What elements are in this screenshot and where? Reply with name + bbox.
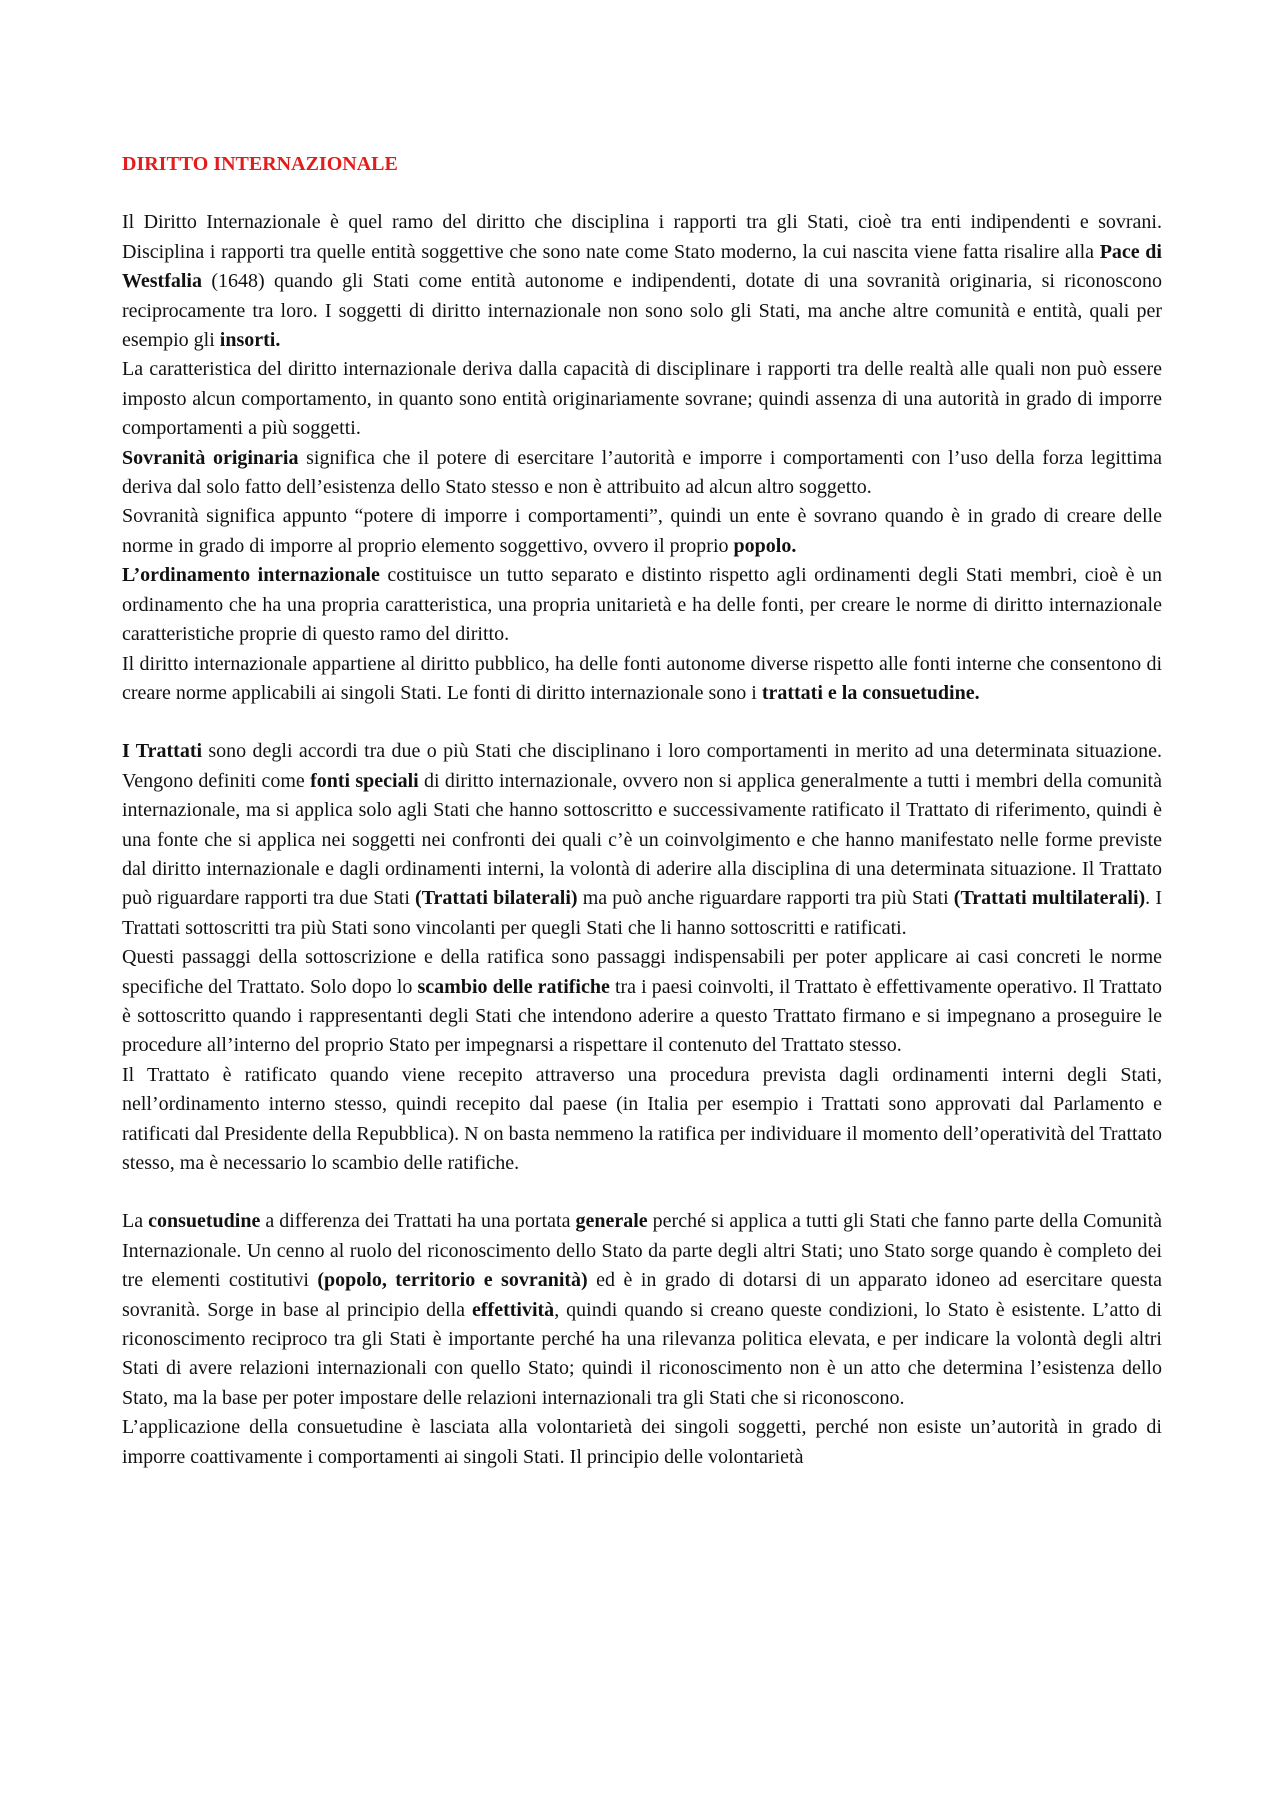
text-run: ma può anche riguardare rapporti tra più Stati	[577, 887, 954, 910]
text-run: . I Trattati sottoscritti tra più Stati sono vincolanti per quegli Stati che li hanno sottoscritti e ratificati.	[122, 887, 1162, 939]
paragraph	[122, 1413, 1162, 1472]
text-run: (1648) quando gli Stati come entità autonome e indipendenti, dotate di una sovranità originaria, si riconoscono reciprocamente tra loro. I soggetti di diritto internazionale non sono solo gli Stati, ma anche altre comunità e entità, quali per esempio gli	[122, 270, 1162, 352]
bold-term: (Trattati multilaterali)	[953, 887, 1146, 910]
text-run: sono degli accordi tra due o più Stati che disciplinano i loro comportamenti in merito ad una determinata situazione. Vengono definiti come	[122, 740, 1162, 792]
bold-term: trattati e la consuetudine.	[761, 681, 980, 704]
bold-term: L’ordinamento internazionale	[122, 564, 380, 587]
text-run: ed è in grado di dotarsi di un apparato idoneo ad esercitare questa sovranità. Sorge in base al principio della	[122, 1269, 1163, 1321]
text-run: costituisce un tutto separato e distinto rispetto agli ordinamenti degli Stati membri, cioè è un ordinamento che ha una propria caratteristica, una propria unitarietà e ha delle fonti, per creare le norme di diritto internazionale caratteristiche proprie di questo ramo del diritto.	[122, 564, 1163, 646]
bold-term: insorti.	[219, 329, 281, 352]
paragraph-spacer	[122, 1178, 1162, 1207]
paragraph	[122, 943, 1162, 1061]
text-run: Sovranità significa appunto “potere di imporre i comportamenti”, quindi un ente è sovrano quando è in grado di creare delle norme in grado di imporre al proprio elemento soggettivo, ovvero il proprio	[122, 505, 1162, 557]
text-run: Il Diritto Internazionale è quel ramo del diritto che disciplina i rapporti tra gli Stati, cioè tra enti indipendenti e sovrani. Disciplina i rapporti tra quelle entità soggettive che sono nate come Stato moderno, la cui nascita viene fatta risalire alla	[122, 211, 1162, 263]
text-run: L’applicazione della consuetudine è lasciata alla volontarietà dei singoli soggetti, perché non esiste un’autorità in grado di imporre coattivamente i comportamenti ai singoli Stati. Il principio delle volontarietà	[122, 1416, 1162, 1468]
bold-term: effettività	[472, 1298, 555, 1321]
paragraph	[122, 561, 1162, 649]
paragraph	[122, 1061, 1162, 1179]
bold-term: popolo.	[733, 534, 797, 557]
paragraph	[122, 444, 1162, 503]
document-page	[122, 150, 1162, 1472]
paragraph	[122, 737, 1162, 943]
text-run: significa che il potere di esercitare l’autorità e imporre i comportamenti con l’uso della forza legittima deriva dal solo fatto dell’esistenza dello Stato stesso e non è attribuito ad alcun altro soggetto.	[122, 446, 1162, 499]
text-run: tra i paesi coinvolti, il Trattato è effettivamente operativo. Il Trattato è sottoscritto quando i rappresentanti degli Stati che intendono aderire a questo Trattato firmano e si impegnano a proseguire le procedure all’interno del proprio Stato per impegnarsi a rispettare il contenuto del Trattato stesso.	[122, 975, 1162, 1057]
text-run: di diritto internazionale, ovvero non si applica generalmente a tutti i membri della comunità internazionale, ma si applica solo agli Stati che hanno sottoscritto e successivamente ratificato il Trattato di riferimento, quindi è una fonte che si applica nei soggetti nei confronti dei quali c’è un coinvolgimento e che hanno manifestato nelle forme previste dal diritto internazionale e dagli ordinamenti interni, la volontà di aderire alla disciplina di una determinata situazione. Il Trattato può riguardare rapporti tra due Stati	[122, 769, 1162, 910]
paragraph	[122, 208, 1162, 355]
text-run: a differenza dei Trattati ha una portata	[260, 1210, 576, 1233]
bold-term: fonti speciali	[310, 769, 419, 792]
bold-term: consuetudine	[148, 1210, 261, 1233]
paragraph	[122, 650, 1162, 709]
text-run: La	[122, 1210, 149, 1233]
text-run: perché si applica a tutti gli Stati che fanno parte della Comunità Internazionale. Un cenno al ruolo del riconoscimento dello Stato da parte degli altri Stati; uno Stato sorge quando è completo dei tre elementi costitutivi	[122, 1210, 1163, 1292]
document-body	[122, 208, 1162, 1472]
text-run: , quindi quando si creano queste condizioni, lo Stato è esistente. L’atto di riconoscimento reciproco tra gli Stati è importante perché ha una rilevanza politica elevata, e per indicare la volontà degli altri Stati di avere relazioni internazionali con quello Stato; quindi il riconoscimento non è un atto che determina l’esistenza dello Stato, ma la base per poter impostare delle relazioni internazionali tra gli Stati che si riconoscono.	[122, 1298, 1162, 1409]
bold-term: (popolo, territorio e sovranità)	[317, 1269, 588, 1292]
paragraph-spacer	[122, 708, 1162, 737]
text-run: Il diritto internazionale appartiene al diritto pubblico, ha delle fonti autonome diverse rispetto alle fonti interne che consentono di creare norme applicabili ai singoli Stati. Le fonti di diritto internazionale sono i	[122, 652, 1162, 704]
text-run: Il Trattato è ratificato quando viene recepito attraverso una procedura prevista dagli ordinamenti interni degli Stati, nell’ordinamento interno stesso, quindi recepito dal paese (in Italia per esempio i Trattati sono approvati dal Parlamento e ratificati dal Presidente della Repubblica). N on basta nemmeno la ratifica per individuare il momento dell’operatività del Trattato stesso, ma è necessario lo scambio delle ratifiche.	[122, 1063, 1162, 1174]
bold-term: scambio delle ratifiche	[417, 975, 610, 998]
paragraph	[122, 1207, 1162, 1413]
bold-term: (Trattati bilaterali)	[415, 887, 578, 910]
bold-term: I Trattati	[122, 740, 203, 763]
bold-term: Sovranità originaria	[122, 446, 299, 469]
document-title: DIRITTO INTERNAZIONALE	[122, 153, 398, 175]
paragraph	[122, 355, 1162, 443]
bold-term: generale	[575, 1210, 648, 1233]
paragraph	[122, 502, 1162, 561]
text-run: Questi passaggi della sottoscrizione e della ratifica sono passaggi indispensabili per poter applicare ai casi concreti le norme specifiche del Trattato. Solo dopo lo	[122, 946, 1162, 998]
text-run: La caratteristica del diritto internazionale deriva dalla capacità di disciplinare i rapporti tra delle realtà alle quali non può essere imposto alcun comportamento, in quanto sono entità originariamente sovrane; quindi assenza di una autorità in grado di imporre comportamenti a più soggetti.	[122, 358, 1162, 440]
bold-term: Pace di Westfalia	[122, 240, 1162, 293]
